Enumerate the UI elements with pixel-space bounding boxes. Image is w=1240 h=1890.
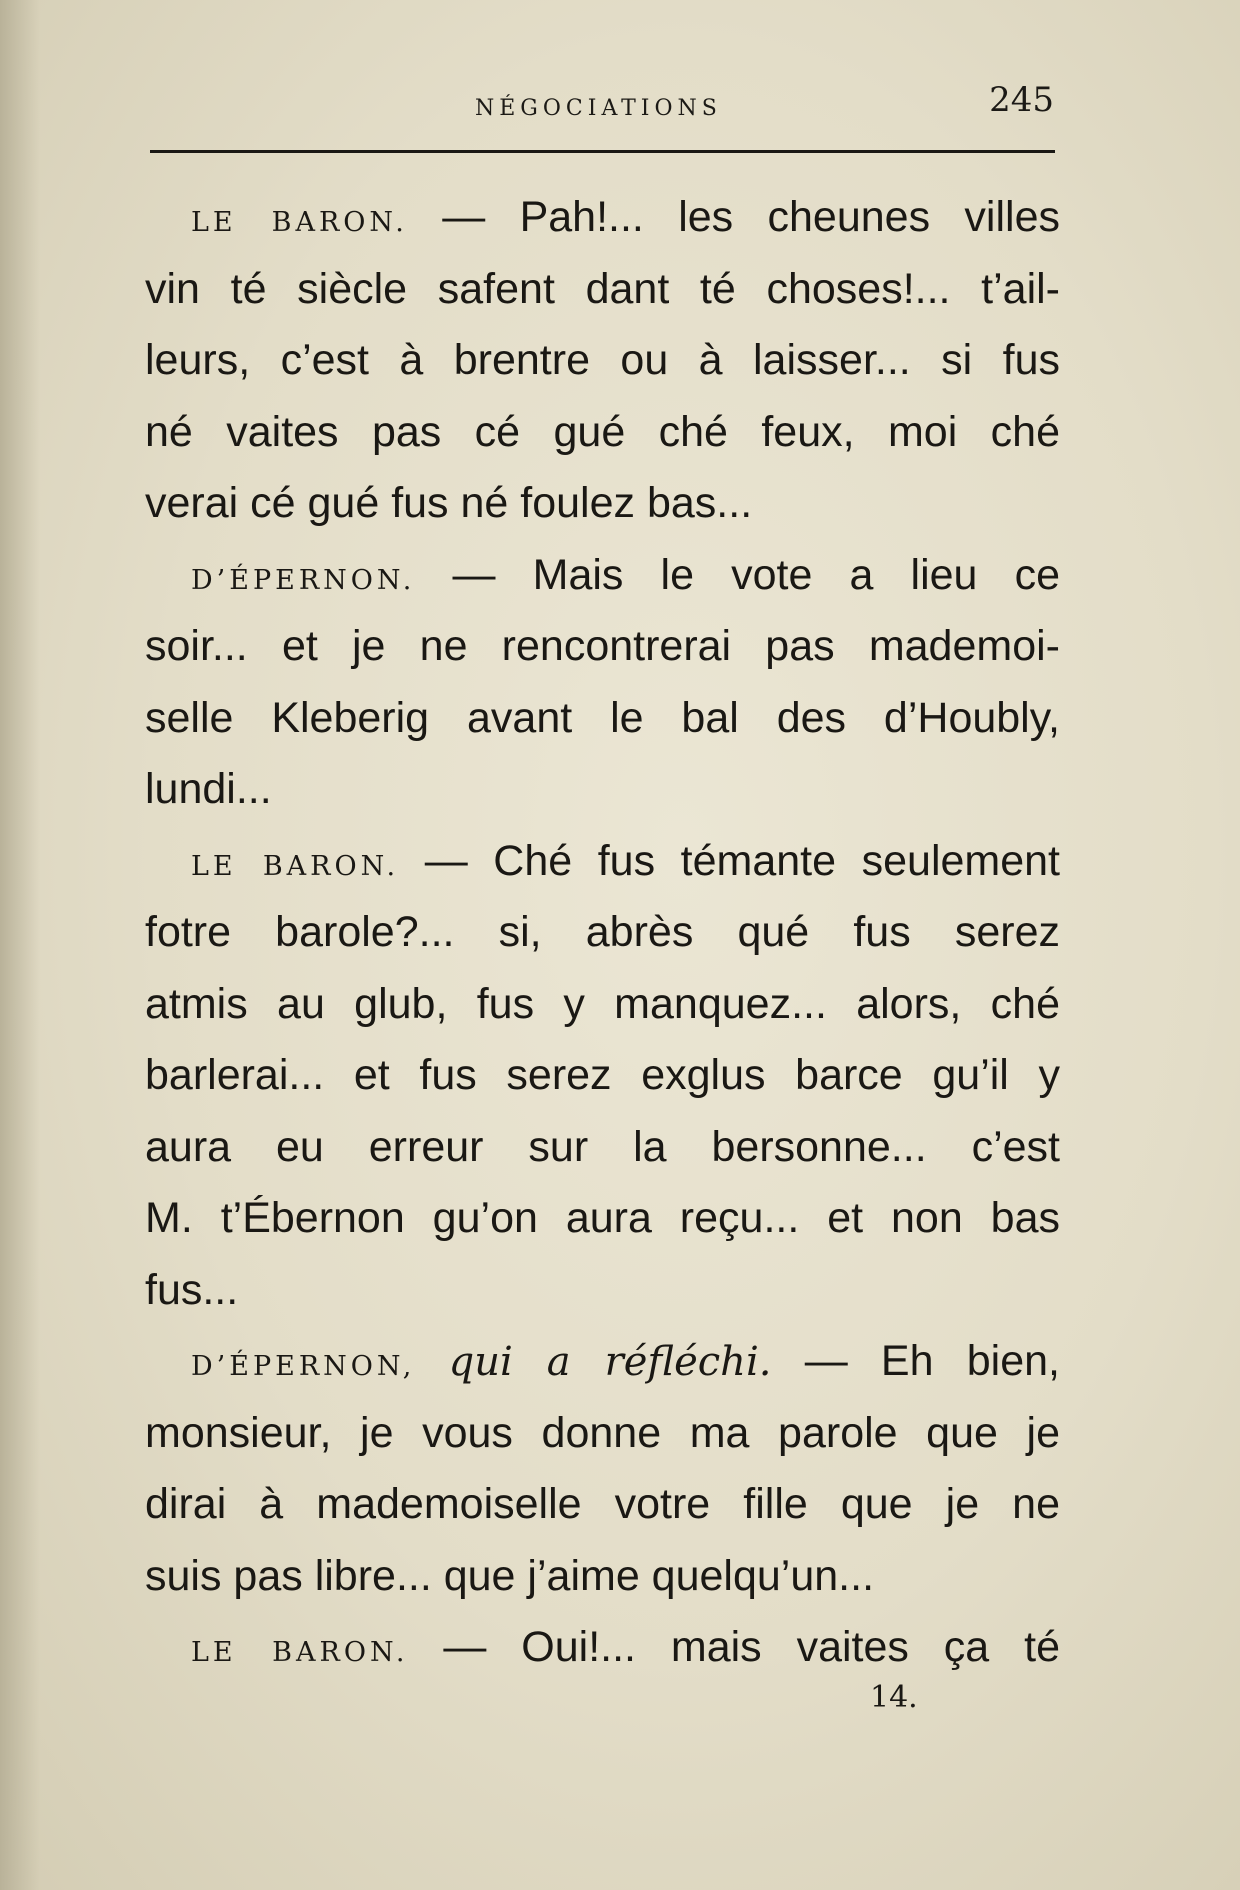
text-line: barlerai... et fus serez exglus barce gu’il y xyxy=(145,1051,1060,1099)
text-line: soir... et je ne rencontrerai pas mademoi- xyxy=(145,622,1060,670)
text-line: leurs, c’est à brentre ou à laisser... si fus xyxy=(145,336,1060,384)
text-line xyxy=(145,1326,1060,1398)
text-line: vin té siècle safent dant té choses!... t’ail- xyxy=(145,264,1060,313)
text-line: selle Kleberig avant le bal des d’Houbly, xyxy=(145,693,1060,742)
text-line: atmis au glub, fus y manquez... alors, ché xyxy=(145,979,1060,1028)
text-line: aura eu erreur sur la bersonne... c’est xyxy=(145,1122,1060,1171)
page-body xyxy=(145,182,1060,1684)
speaker-name: D’ÉPERNON. xyxy=(191,564,416,596)
speaker-name: LE BARON. xyxy=(191,207,408,238)
header-rule xyxy=(150,150,1055,153)
speaker-name: LE BARON. xyxy=(191,1637,409,1668)
text-line xyxy=(145,1612,1060,1684)
speaker-name: D’ÉPERNON, xyxy=(191,1351,416,1382)
text-line xyxy=(145,826,1060,898)
text-line xyxy=(145,182,1060,254)
dialogue-text: — Ché fus témante seulement xyxy=(424,836,1061,885)
text-line: né vaites pas cé gué ché feux, moi ché xyxy=(145,407,1060,456)
page-edge-shadow xyxy=(0,0,40,1890)
dialogue-text: — Mais le vote a lieu ce xyxy=(452,550,1060,599)
page-header xyxy=(145,78,1060,138)
page-number: 245 xyxy=(989,80,1054,120)
dialogue-text: — Eh bien, xyxy=(804,1337,1060,1385)
text-line: dirai à mademoiselle votre fille que je ne xyxy=(145,1480,1060,1528)
text-line: M. t’Ébernon gu’on aura reçu... et non bas xyxy=(145,1194,1060,1242)
text-line: monsieur, je vous donne ma parole que je xyxy=(145,1408,1060,1457)
stage-direction: qui a réfléchi. xyxy=(448,1339,772,1385)
signature-mark: 14. xyxy=(870,1680,918,1715)
text-line: fotre barole?... si, abrès qué fus serez xyxy=(145,908,1060,956)
dialogue-text: — Pah!... les cheunes villes xyxy=(442,193,1061,241)
text-line: suis pas libre... que j’aime quelqu’un... xyxy=(145,1551,875,1600)
text-line xyxy=(145,540,1060,612)
running-title: NÉGOCIATIONS xyxy=(475,96,722,121)
text-line: fus... xyxy=(145,1265,239,1314)
text-line: lundi... xyxy=(145,765,272,813)
text-line: verai cé gué fus né foulez bas... xyxy=(145,479,753,527)
dialogue-text: — Oui!... mais vaites ça té xyxy=(443,1623,1060,1671)
speaker-name: LE BARON. xyxy=(191,850,400,882)
